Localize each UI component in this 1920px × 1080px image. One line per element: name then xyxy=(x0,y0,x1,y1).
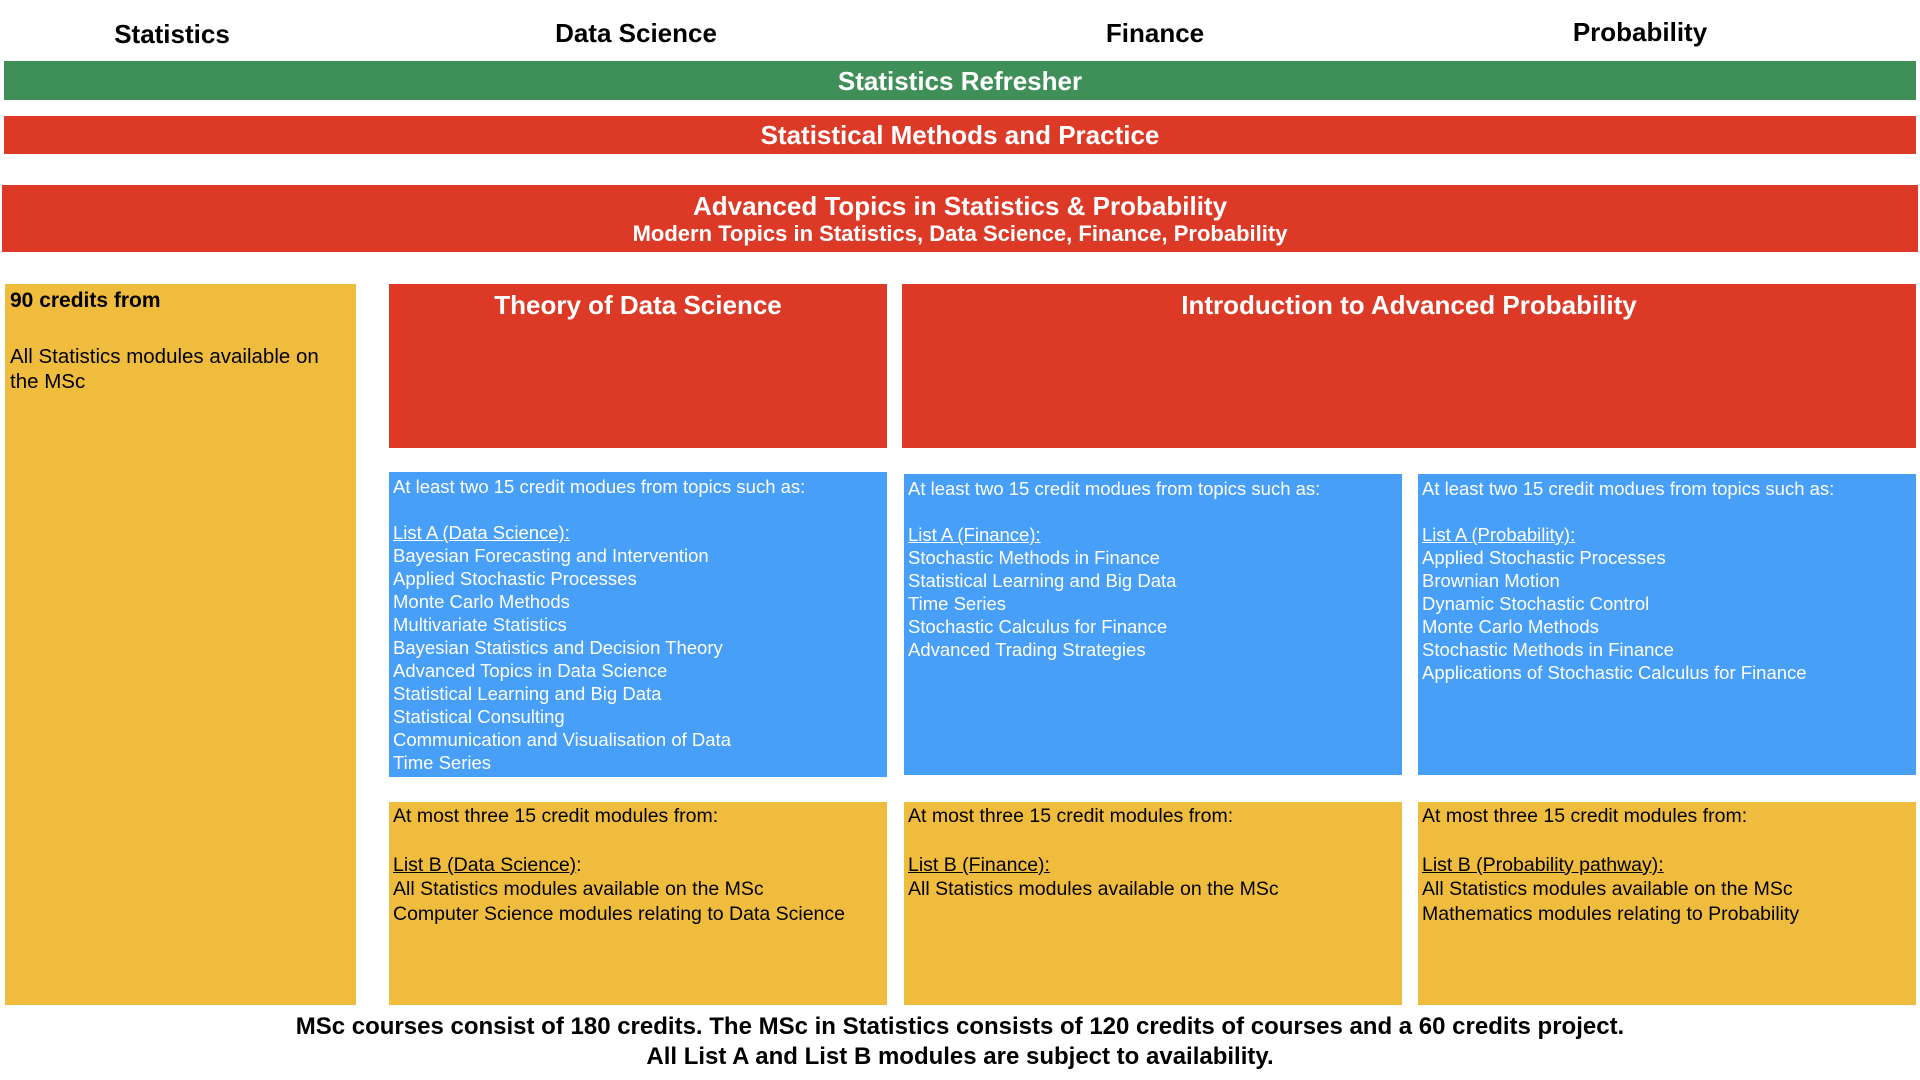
column-header-statistics: Statistics xyxy=(114,19,230,49)
list-item: Applied Stochastic Processes xyxy=(1422,547,1666,568)
advanced-topics-title: Advanced Topics in Statistics & Probability xyxy=(692,190,1228,221)
intro-advanced-probability-box xyxy=(902,284,1916,448)
statistics-refresher-band xyxy=(4,61,1916,100)
column-header-data-science: Data Science xyxy=(555,18,717,48)
list-a-finance-heading: List A (Finance): xyxy=(908,524,1041,545)
list-item: Brownian Motion xyxy=(1422,570,1560,591)
list-item: Multivariate Statistics xyxy=(393,614,567,635)
list-item: Communication and Visualisation of Data xyxy=(393,729,731,750)
list-a-probability-heading: List A (Probability): xyxy=(1422,524,1576,545)
column-header-probability: Probability xyxy=(1572,17,1708,47)
list-item: All Statistics modules available on the MSc xyxy=(393,878,764,900)
list-b-intro: At most three 15 credit modules from: xyxy=(1422,805,1748,827)
statistics-modules-text: All Statistics modules available on the MSc xyxy=(10,344,319,393)
statistics-pathway-box xyxy=(5,284,356,1005)
list-item: Time Series xyxy=(393,752,492,773)
footer-line-credits: MSc courses consist of 180 credits. The MSc in Statistics consists of 120 credits of courses and a 60 credits project. xyxy=(295,1013,1625,1040)
list-item: Statistical Consulting xyxy=(393,706,565,727)
list-b-data-science-heading-row: List B (Data Science): xyxy=(393,853,582,876)
list-b-finance-heading: List B (Finance): xyxy=(908,853,1050,876)
footer-line-availability: All List A and List B modules are subject to availability. xyxy=(646,1043,1274,1070)
list-item: All Statistics modules available on the MSc xyxy=(908,878,1279,900)
list-item: Stochastic Methods in Finance xyxy=(908,547,1160,568)
list-a-data-science-heading: List A (Data Science): xyxy=(393,522,570,543)
list-item: Stochastic Calculus for Finance xyxy=(908,616,1168,637)
list-item: Time Series xyxy=(908,593,1007,614)
statistics-refresher-label: Statistics Refresher xyxy=(837,65,1083,96)
list-a-finance-box xyxy=(904,474,1402,775)
list-item: Applied Stochastic Processes xyxy=(393,568,637,589)
intro-advanced-probability-label: Introduction to Advanced Probability xyxy=(1181,290,1637,320)
footer-note xyxy=(0,1012,1920,1072)
list-item: Bayesian Statistics and Decision Theory xyxy=(393,637,723,658)
list-item: Bayesian Forecasting and Intervention xyxy=(393,545,709,566)
column-header-finance: Finance xyxy=(1105,18,1205,48)
list-item: Mathematics modules relating to Probability xyxy=(1422,902,1800,925)
list-a-intro: At least two 15 credit modues from topics such as: xyxy=(393,476,806,497)
list-b-intro: At most three 15 credit modules from: xyxy=(908,805,1234,827)
list-item: Monte Carlo Methods xyxy=(1422,616,1599,637)
list-item: Dynamic Stochastic Control xyxy=(1422,593,1650,614)
list-item: Applications of Stochastic Calculus for Finance xyxy=(1422,662,1807,683)
advanced-topics-subtitle: Modern Topics in Statistics, Data Science, Finance, Probability xyxy=(632,220,1288,246)
list-item: Stochastic Methods in Finance xyxy=(1422,639,1674,660)
list-item: Statistical Learning and Big Data xyxy=(393,683,662,704)
list-item: Advanced Topics in Data Science xyxy=(393,660,668,681)
list-item: Advanced Trading Strategies xyxy=(908,639,1146,660)
list-b-finance-box xyxy=(904,802,1402,1005)
list-b-probability-heading: List B (Probability pathway): xyxy=(1422,853,1664,876)
statistics-credits-label: 90 credits from xyxy=(10,289,161,312)
list-a-intro: At least two 15 credit modues from topics such as: xyxy=(1422,478,1835,499)
list-item: All Statistics modules available on the MSc xyxy=(1422,878,1793,900)
list-b-data-science-heading: List B (Data Science) xyxy=(393,853,577,876)
advanced-topics-band xyxy=(2,185,1918,252)
list-a-intro: At least two 15 credit modues from topics such as: xyxy=(908,478,1321,499)
list-item: Computer Science modules relating to Data Science xyxy=(393,902,845,925)
list-item: Statistical Learning and Big Data xyxy=(908,570,1177,591)
list-b-data-science-box xyxy=(389,802,887,1005)
list-b-intro: At most three 15 credit modules from: xyxy=(393,805,719,827)
statistical-methods-label: Statistical Methods and Practice xyxy=(760,120,1160,150)
list-a-probability-box xyxy=(1418,474,1916,775)
theory-of-data-science-label: Theory of Data Science xyxy=(494,290,782,320)
list-b-probability-box xyxy=(1418,802,1916,1005)
theory-of-data-science-box xyxy=(389,284,887,448)
list-a-data-science-box xyxy=(389,472,887,777)
statistical-methods-band xyxy=(4,116,1916,154)
list-item: Monte Carlo Methods xyxy=(393,591,570,612)
